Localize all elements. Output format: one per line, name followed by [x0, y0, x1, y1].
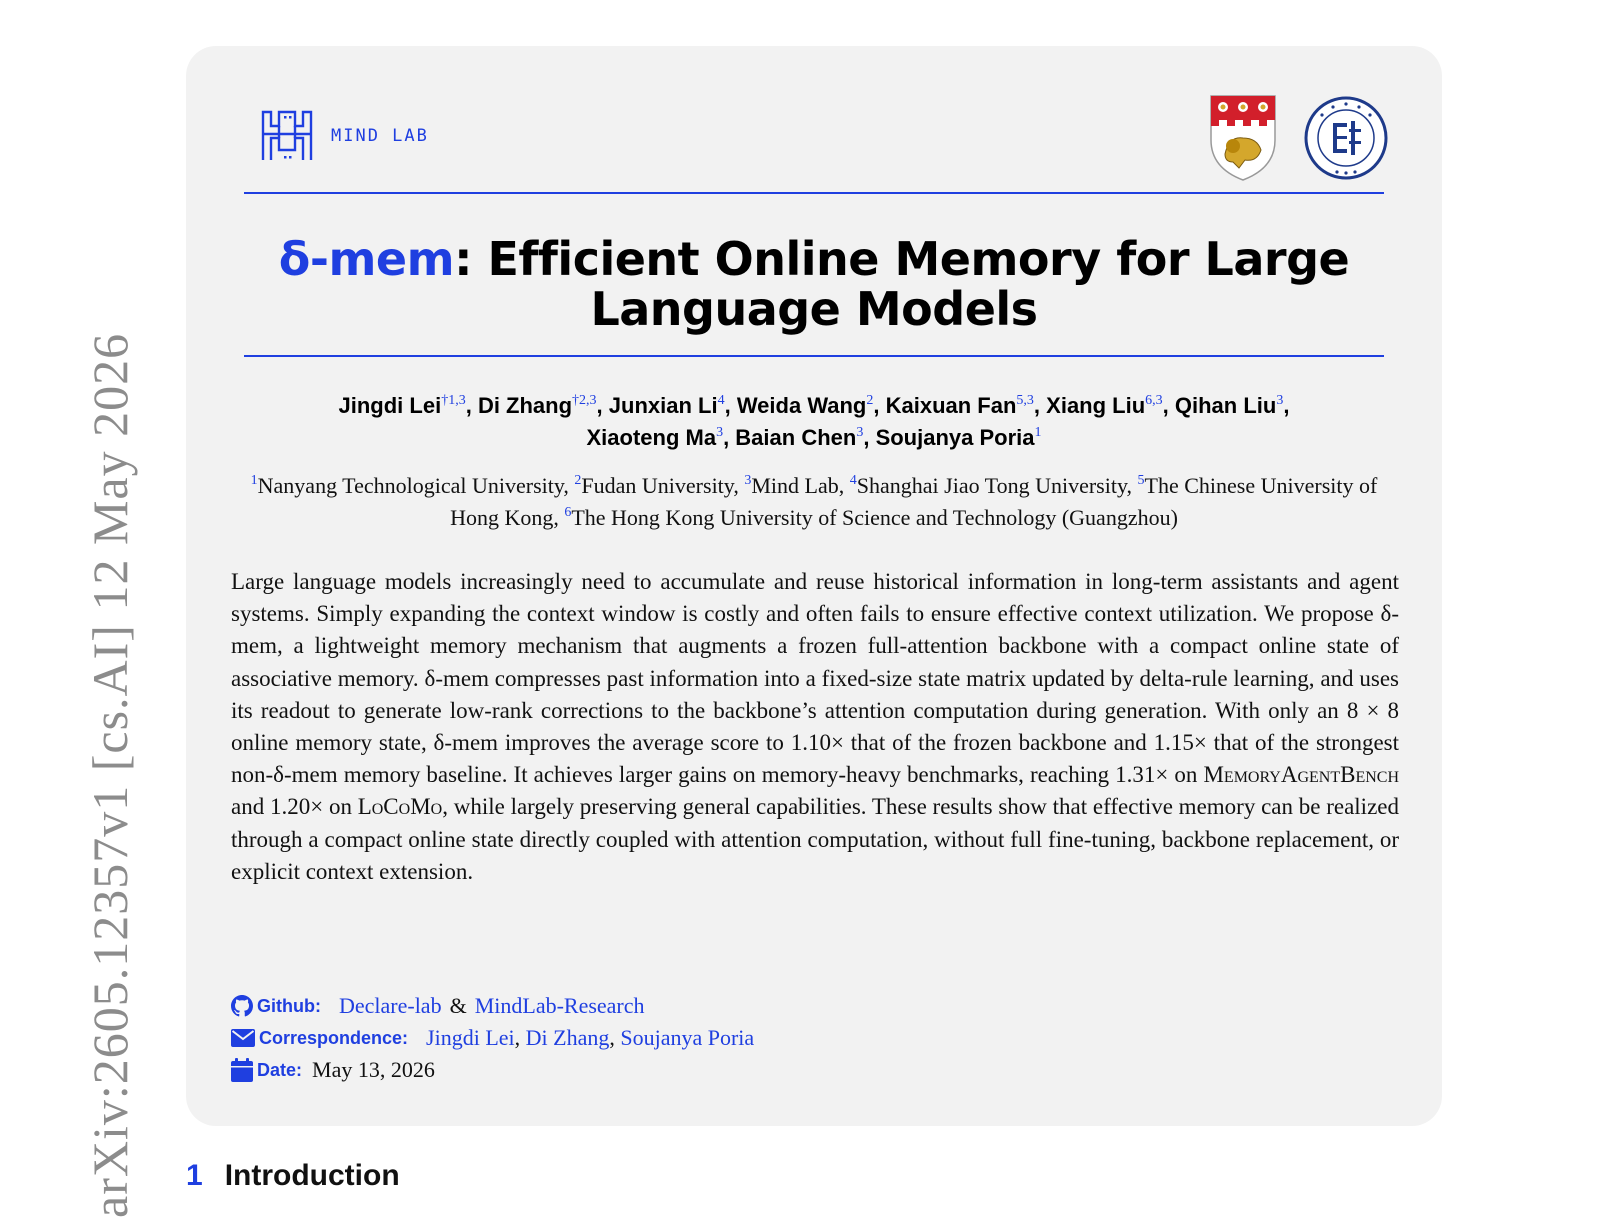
declare-lab-link[interactable]: Declare-lab	[338, 993, 442, 1018]
section-title: Introduction	[224, 1159, 400, 1192]
fudan-university-seal	[1303, 95, 1389, 181]
date-label: Date:	[257, 1060, 303, 1080]
author-list: Jingdi Lei$^{\dagger 1,3}$, Di Zhang$^{\dagger 2,3}$, Junxian Li$^4$, Weida Wang$^2$, Kaixuan Fan$^{5,3}$, Xiang Liu$^{6,3}$, Qihan Liu$^3$, Xiaoteng Ma$^3$, Baian Chen$^3$, Soujanya Poria$^1$	[338, 393, 1290, 450]
paper-title	[244, 234, 1384, 334]
calendar-icon	[231, 1058, 253, 1082]
affiliation: $^6$The Hong Kong University of Science and Technology (Guangzhou)	[564, 505, 1178, 530]
correspondence-link-soujanya-poria[interactable]: Soujanya Poria	[620, 1025, 755, 1050]
affiliation: $^5$The Chinese University of Hong Kong	[450, 473, 1378, 530]
benchmark-name: LoCoMo	[357, 794, 443, 820]
affiliation: $^3$Mind Lab	[744, 473, 839, 498]
author: Xiang Liu$^{6,3}$	[1046, 393, 1163, 418]
github-row	[231, 990, 754, 1022]
author: Di Zhang$^{\dagger 2,3}$	[477, 393, 597, 418]
author: Kaixuan Fan$^{5,3}$	[885, 393, 1034, 418]
affiliation: $^2$Fudan University	[574, 473, 734, 498]
mind-lab-mark-icon	[259, 108, 315, 164]
affiliation: $^1$Nanyang Technological University	[250, 473, 564, 498]
correspondence-link-di-zhang[interactable]: Di Zhang	[525, 1025, 610, 1050]
date-row	[231, 1054, 754, 1086]
arxiv-identifier: arXiv:2605.12357v1 [cs.AI] 12 May 2026	[82, 332, 138, 1218]
author: Qihan Liu$^3$	[1174, 393, 1284, 418]
bottom-rule	[244, 355, 1384, 357]
benchmark-name: MemoryAgentBench	[1203, 762, 1399, 788]
author: Weida Wang$^2$	[736, 393, 874, 418]
title-method-name: δ-mem	[278, 232, 455, 286]
ntu-crest-logo	[1209, 94, 1277, 182]
title-main: : Efficient Online Memory for Large Language Models	[454, 232, 1350, 336]
github-icon	[231, 995, 253, 1017]
author: Junxian Li$^4$	[608, 393, 725, 418]
correspondence-row: Correspondence: Jingdi Lei , Di Zhang , Soujanya Poria	[231, 1022, 754, 1054]
mindlab-research-link[interactable]: MindLab-Research	[474, 993, 645, 1018]
date-value: May 13, 2026	[312, 1057, 435, 1082]
top-rule	[244, 192, 1384, 194]
section-heading	[186, 1158, 400, 1194]
author: Baian Chen$^3$	[735, 425, 864, 450]
link-separator: &	[449, 993, 467, 1018]
title-card	[186, 46, 1442, 1126]
affiliation: $^4$Shanghai Jiao Tong University	[849, 473, 1127, 498]
abstract: Large language models increasingly need to accumulate and reuse historical information in long-term assistants and agent systems. Simply expanding the context window is costly and often fails to ensure effective context utilization. We propose δ-mem, a lightweight memory mechanism that augments a frozen full-attention backbone with a compact online state of associative memory. δ-mem compresses past information into a fixed-size state matrix updated by delta-rule learning, and uses its readout to generate low-rank corrections to the backbone’s attention computation during generation. With only an 8 × 8 online memory state, δ-mem improves the average score to 1.10× that of the frozen backbone and 1.15× that of the strongest non-δ-mem memory baseline. It achieves larger gains on memory-heavy benchmarks, reaching 1.31× on MemoryAgentBench and 1.20× on LoCoMo, while largely preserving general capabilities. These results show that effective memory can be realized through a compact online state directly coupled with attention computation, without full fine-tuning, backbone replacement, or explicit context extension.	[231, 569, 1399, 884]
affiliation-list: $^1$Nanyang Technological University, $^2$Fudan University, $^3$Mind Lab, $^4$Shanghai Jiao Tong University, $^5$The Chinese University of Hong Kong, $^6$The Hong Kong University of Science and Technology (Guangzhou)	[250, 473, 1378, 530]
section-number: 1	[186, 1159, 203, 1192]
mind-lab-logo	[259, 108, 429, 164]
envelope-icon	[231, 1029, 255, 1047]
lab-name: MIND LAB	[331, 126, 429, 146]
author: Soujanya Poria$^1$	[875, 425, 1042, 450]
github-label: Github:	[257, 996, 321, 1016]
author: Jingdi Lei$^{\dagger 1,3}$	[338, 393, 466, 418]
correspondence-label: Correspondence:	[259, 1028, 409, 1048]
author: Xiaoteng Ma$^3$	[586, 425, 724, 450]
correspondence-link-jingdi-lei[interactable]: Jingdi Lei	[426, 1025, 515, 1050]
paper-metadata	[231, 990, 754, 1086]
